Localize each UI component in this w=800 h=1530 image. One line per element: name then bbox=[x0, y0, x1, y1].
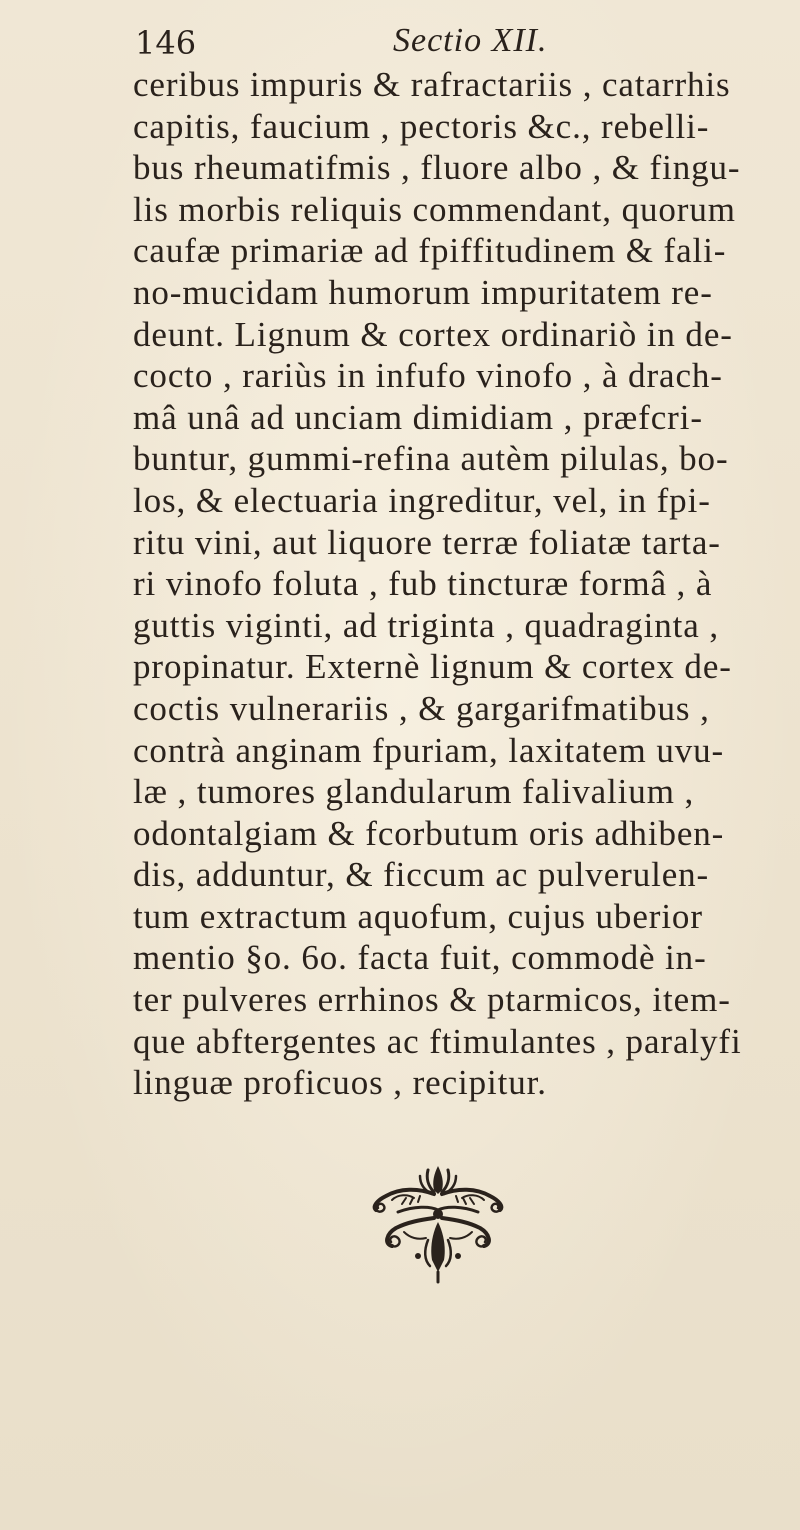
text-line: capitis, faucium , pectoris &c., rebelli- bbox=[133, 106, 710, 146]
text-line: caufæ primariæ ad fpiffitudinem & fali- bbox=[133, 231, 727, 271]
text-line: tum extractum aquofum, cujus uberior bbox=[133, 896, 703, 936]
text-line: linguæ proficuos , recipitur. bbox=[133, 1063, 547, 1103]
text-line: contrà anginam fpuriam, laxitatem uvu- bbox=[133, 730, 725, 770]
text-line: odontalgiam & fcorbutum oris adhiben- bbox=[133, 813, 725, 853]
text-line: lis morbis reliquis commendant, quorum bbox=[133, 189, 736, 229]
text-line: læ , tumores glandularum falivalium , bbox=[133, 772, 695, 812]
body-text bbox=[133, 64, 742, 1104]
text-line: coctis vulnerariis , & gargarifmatibus , bbox=[133, 688, 710, 728]
running-head: Sectio XII. bbox=[393, 22, 548, 59]
text-line: cocto , rariùs in infufo vinofo , à drach- bbox=[133, 356, 723, 396]
text-line: mâ unâ ad unciam dimidiam , præfcri- bbox=[133, 397, 703, 437]
page-header bbox=[135, 18, 655, 68]
text-line: bus rheumatifmis , fluore albo , & fingu- bbox=[133, 148, 741, 188]
text-line: ri vinofo foluta , fub tincturæ formâ , à bbox=[133, 564, 713, 604]
text-line: mentio §o. 6o. facta fuit, commodè in- bbox=[133, 938, 707, 978]
text-line: ritu vini, aut liquore terræ foliatæ tarta- bbox=[133, 522, 721, 562]
text-line: dis, adduntur, & ficcum ac pulverulen- bbox=[133, 855, 710, 895]
text-line: guttis viginti, ad triginta , quadraginta , bbox=[133, 605, 719, 645]
text-line: los, & electuaria ingreditur, vel, in fpi- bbox=[133, 480, 711, 520]
printers-fleuron-ornament-icon bbox=[358, 1160, 518, 1285]
text-line: ceribus impuris & rafractariis , catarrhis bbox=[133, 65, 731, 104]
text-line: que abftergentes ac ftimulantes , paralyfi bbox=[133, 1021, 742, 1061]
text-line: buntur, gummi-refina autèm pilulas, bo- bbox=[133, 439, 729, 479]
text-line: deunt. Lignum & cortex ordinariò in de- bbox=[133, 314, 733, 354]
text-line: propinatur. Externè lignum & cortex de- bbox=[133, 647, 732, 687]
text-line: ter pulveres errhinos & ptarmicos, item- bbox=[133, 980, 731, 1020]
text-line: no-mucidam humorum impuritatem re- bbox=[133, 272, 713, 312]
page-number: 146 bbox=[135, 24, 197, 62]
